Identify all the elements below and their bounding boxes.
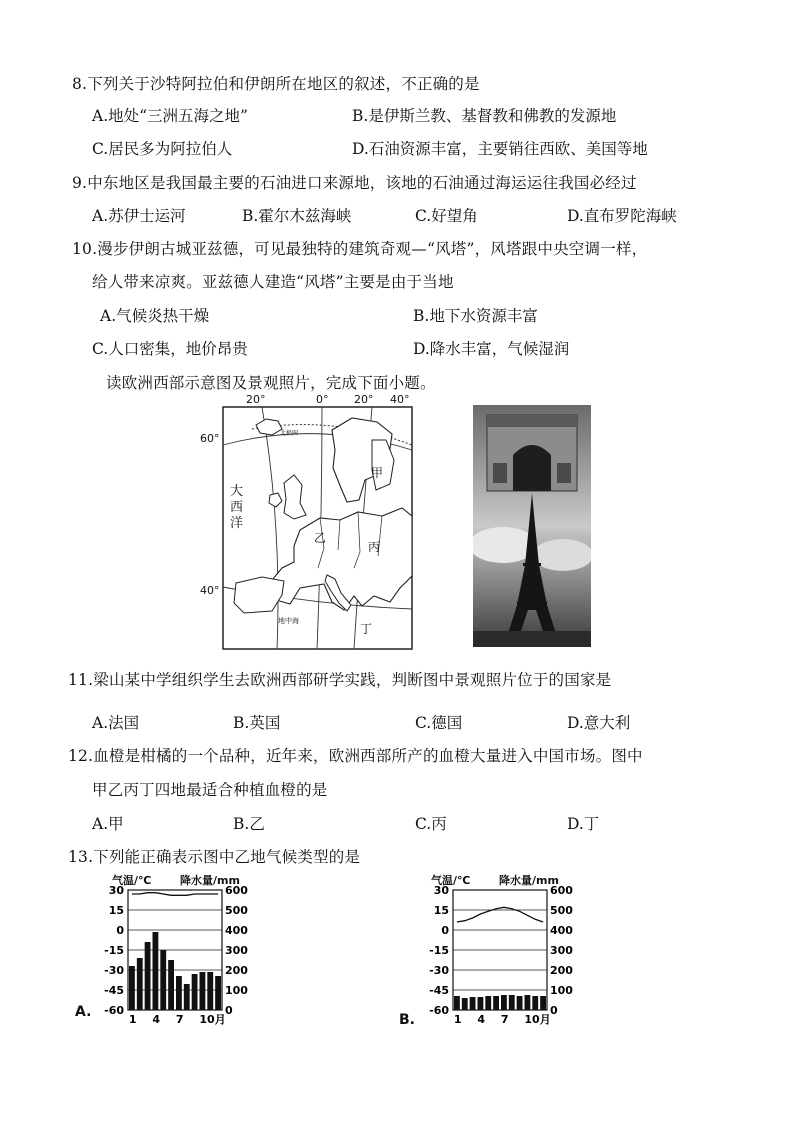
place-bing: 丙: [368, 540, 381, 554]
chart-b-precip-tick: 600: [550, 884, 573, 897]
chart-b-precip-tick: 100: [550, 984, 573, 997]
chart-a-precip-tick: 0: [225, 1004, 233, 1017]
chart-a-precip-bar: [207, 972, 213, 1010]
question-8-stem: 8.下列关于沙特阿拉伯和伊朗所在地区的叙述，不正确的是: [72, 75, 480, 93]
chart-a-precip-tick: 400: [225, 924, 248, 937]
chart-b-month-tick: 1: [453, 1013, 462, 1026]
chart-a-temp-tick: 30: [108, 884, 124, 897]
chart-a-precip-label: 降水量/mm: [180, 874, 240, 887]
question-9-option-c[interactable]: C.好望角: [415, 207, 478, 225]
question-10-stem: 10.漫步伊朗古城亚兹德，可见最独特的建筑奇观—“风塔”，风塔跟中央空调一样，: [72, 240, 648, 258]
question-12-stem: 12.血橙是柑橘的一个品种，近年来，欧洲西部所产的血橙大量进入中国市场。图中: [68, 747, 643, 765]
arc-relief-left: [493, 463, 507, 483]
question-10-option-d[interactable]: D.降水丰富，气候湿润: [413, 340, 570, 358]
chart-a-temp-tick: 15: [108, 904, 124, 917]
chart-a-precip-bar: [153, 932, 159, 1010]
lat-label-40: 40°: [200, 584, 220, 597]
chart-a-precip-tick: 600: [225, 884, 248, 897]
chart-a-precip-tick: 300: [225, 944, 248, 957]
question-12-stem-cont: 甲乙丙丁四地最适合种植血橙的是: [92, 781, 328, 799]
chart-b-precip-bar: [478, 997, 484, 1010]
chart-a-precip-bar: [200, 972, 206, 1010]
chart-b-precip-tick: 0: [550, 1004, 558, 1017]
question-11-option-c[interactable]: C.德国: [415, 714, 463, 732]
climate-chart-a[interactable]: [72, 872, 252, 1032]
chart-b-precip-bar: [509, 995, 515, 1010]
chart-b-precip-bar: [517, 996, 523, 1010]
question-10-stem-cont: 给人带来凉爽。亚兹德人建造“风塔”主要是由于当地: [92, 273, 454, 291]
chart-b-temp-tick: -60: [429, 1004, 449, 1017]
chart-b-precip-bar: [493, 996, 499, 1010]
chart-a-month-tick: 4: [152, 1013, 161, 1026]
arc-top: [487, 415, 577, 427]
chart-b-precip-bar: [501, 995, 507, 1010]
question-11-option-a[interactable]: A.法国: [92, 714, 140, 732]
lon-label-20w: 20°: [246, 393, 266, 406]
chart-a-precip-bar: [137, 958, 143, 1010]
chart-a-precip-bar: [184, 984, 190, 1010]
chart-b-precip-tick: 400: [550, 924, 573, 937]
chart-b-precip-bar: [462, 998, 468, 1010]
chart-b-temp-label: 气温/℃: [431, 874, 471, 887]
arctic-circle-label: 北极圈: [280, 430, 299, 437]
question-11-stem: 11.梁山某中学组织学生去欧洲西部研学实践，判断图中景观照片位于的国家是: [68, 671, 612, 689]
tower-platform: [523, 563, 541, 566]
question-8-option-a[interactable]: A.地处“三洲五海之地”: [92, 107, 248, 125]
chart-b-temp-line: [457, 907, 543, 922]
place-yi: 乙: [314, 531, 327, 545]
chart-a-temp-line: [132, 893, 218, 896]
chart-b-temp-tick: -15: [429, 944, 449, 957]
chart-a-precip-bar: [145, 942, 151, 1010]
chart-b-precip-bar: [454, 996, 460, 1010]
question-9-option-a[interactable]: A.苏伊士运河: [92, 207, 186, 225]
ocean-label-3: 洋: [230, 516, 244, 531]
chart-a-temp-tick: -30: [104, 964, 124, 977]
chart-a-temp-tick: -45: [104, 984, 124, 997]
chart-a-temp-tick: -60: [104, 1004, 124, 1017]
chart-a-temp-tick: -15: [104, 944, 124, 957]
question-12-option-c[interactable]: C.丙: [415, 815, 447, 833]
europe-map-svg: [222, 395, 414, 651]
chart-a-temp-tick: 0: [116, 924, 124, 937]
chart-a-precip-bar: [168, 960, 174, 1010]
chart-b-temp-tick: -45: [429, 984, 449, 997]
chart-a-month-tick: 1: [128, 1013, 137, 1026]
place-jia: 甲: [371, 466, 384, 480]
chart-b-precip-bar: [470, 997, 476, 1010]
chart-a-precip-tick: 500: [225, 904, 248, 917]
chart-a-temp-label: 气温/℃: [112, 874, 152, 887]
chart-b-temp-tick: 30: [433, 884, 449, 897]
chart-b-month-tick: 4: [477, 1013, 486, 1026]
arc-opening: [513, 445, 551, 491]
lon-label-20e: 20°: [354, 393, 374, 406]
place-ding: 丁: [360, 622, 373, 636]
question-11-option-d[interactable]: D.意大利: [567, 714, 631, 732]
lon-label-40e: 40°: [390, 393, 410, 406]
question-12-option-a[interactable]: A.甲: [92, 815, 124, 833]
question-11-option-b[interactable]: B.英国: [233, 714, 281, 732]
question-13-stem: 13.下列能正确表示图中乙地气候类型的是: [68, 848, 361, 866]
chart-a-precip-bar: [176, 976, 182, 1010]
question-9-option-d[interactable]: D.直布罗陀海峡: [567, 207, 677, 225]
chart-a-precip-tick: 200: [225, 964, 248, 977]
chart-b-temp-tick: 0: [441, 924, 449, 937]
chart-a-month-tick: 7: [175, 1013, 184, 1026]
chart-a-letter: A.: [75, 1004, 92, 1020]
chart-b-precip-bar: [532, 996, 538, 1010]
climate-chart-b[interactable]: [397, 872, 577, 1032]
question-9-option-b[interactable]: B.霍尔木兹海峡: [242, 207, 352, 225]
chart-a-precip-bar: [160, 950, 166, 1010]
chart-b-temp-tick: -30: [429, 964, 449, 977]
question-8-option-d[interactable]: D.石油资源丰富，主要销往西欧、美国等地: [352, 140, 648, 158]
question-10-option-c[interactable]: C.人口密集，地价昂贵: [92, 340, 248, 358]
chart-b-temp-tick: 15: [433, 904, 449, 917]
lat-label-60: 60°: [200, 432, 220, 445]
chart-a-precip-tick: 100: [225, 984, 248, 997]
question-10-option-a[interactable]: A.气候炎热干燥: [100, 307, 210, 325]
tower-platform: [517, 601, 547, 605]
chart-b-precip-label: 降水量/mm: [499, 874, 559, 887]
question-12-option-d[interactable]: D.丁: [567, 815, 600, 833]
landscape-photo-svg: [473, 405, 591, 647]
chart-a-month-tick: 10月: [199, 1013, 226, 1026]
ocean-label-1: 大: [230, 484, 244, 499]
chart-b-precip-tick: 500: [550, 904, 573, 917]
landscape-photo: [473, 405, 591, 647]
chart-a-svg: [72, 872, 252, 1032]
chart-b-precip-tick: 300: [550, 944, 573, 957]
question-8-option-c[interactable]: C.居民多为阿拉伯人: [92, 140, 233, 158]
europe-map: [222, 395, 414, 651]
chart-b-precip-bar: [525, 995, 531, 1010]
question-10-option-b[interactable]: B.地下水资源丰富: [413, 307, 538, 325]
chart-b-letter: B.: [399, 1012, 415, 1028]
chart-a-precip-bar: [192, 974, 198, 1010]
chart-b-month-tick: 7: [500, 1013, 509, 1026]
chart-b-precip-tick: 200: [550, 964, 573, 977]
lon-label-0: 0°: [316, 393, 329, 406]
chart-b-svg: [397, 872, 577, 1032]
ocean-label-2: 西: [230, 500, 244, 515]
sea-label: 地中海: [278, 617, 299, 625]
question-12-option-b[interactable]: B.乙: [233, 815, 265, 833]
chart-b-precip-bar: [540, 996, 546, 1010]
photo-ground: [473, 631, 591, 647]
chart-a-precip-bar: [215, 976, 221, 1010]
chart-b-precip-bar: [485, 996, 491, 1010]
chart-b-month-tick: 10月: [524, 1013, 551, 1026]
arc-relief-right: [557, 463, 571, 483]
cloud: [533, 539, 591, 571]
question-8-option-b[interactable]: B.是伊斯兰教、基督教和佛教的发源地: [352, 107, 617, 125]
map-intro: 读欧洲西部示意图及景观照片，完成下面小题。: [106, 374, 436, 392]
question-9-stem: 9.中东地区是我国最主要的石油进口来源地，该地的石油通过海运运往我国必经过: [72, 174, 637, 192]
chart-a-precip-bar: [129, 966, 135, 1010]
